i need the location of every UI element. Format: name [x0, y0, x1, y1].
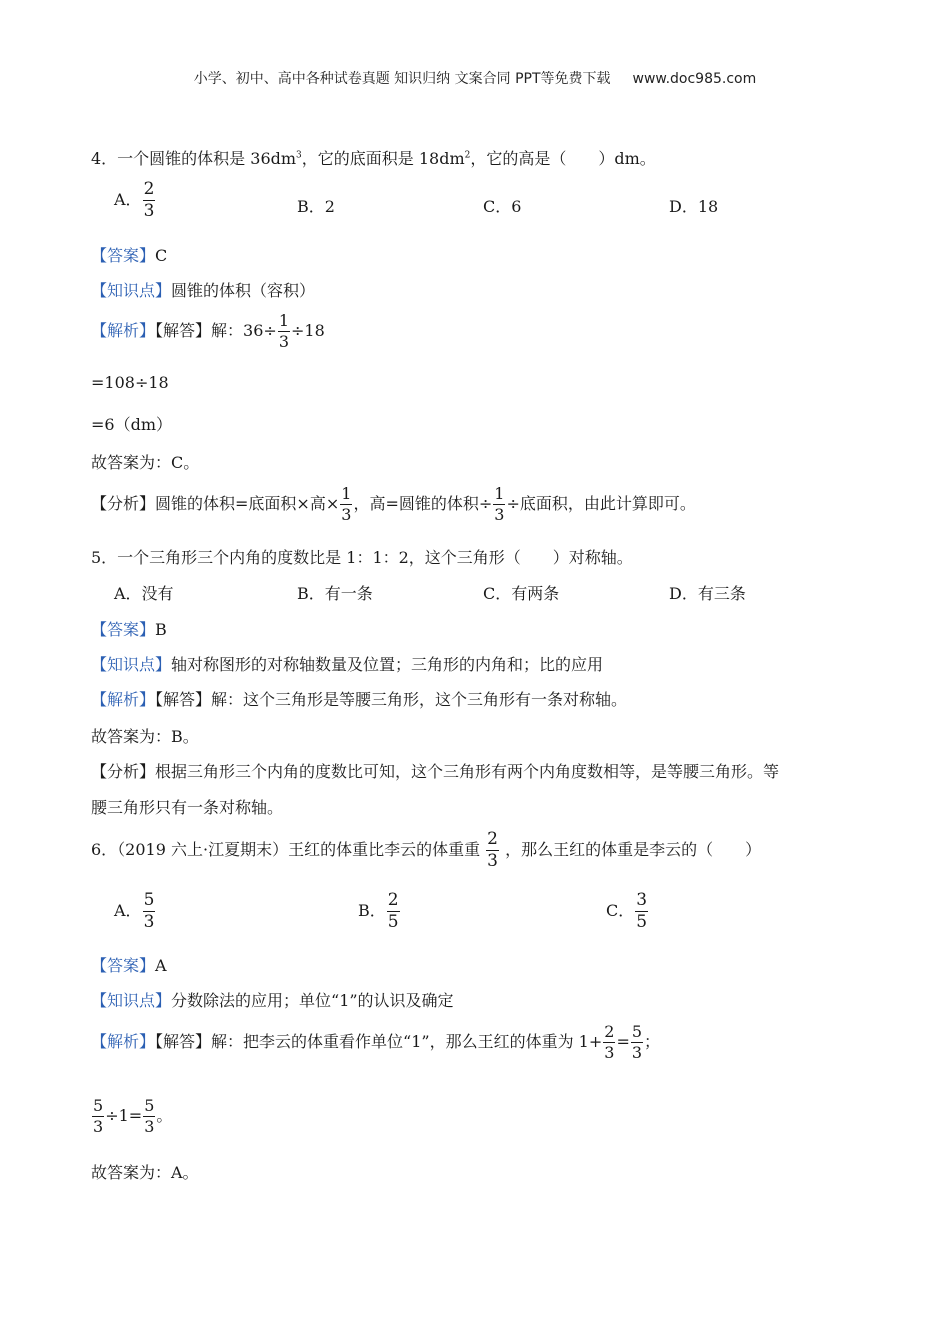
fraction: $\frac{1}{3}$ [341, 484, 352, 524]
q4-solution: 【解析】【解答】解：36÷ $\frac{1}{3}$ ÷18 [91, 311, 325, 351]
q6-conclusion: 故答案为：A。 [91, 1163, 199, 1182]
q6-option-a: A． $\frac{5}{3}$ [114, 890, 155, 932]
fraction: $\frac{5}{3}$ [144, 1096, 155, 1136]
q4-conclusion: 故答案为：C。 [91, 453, 200, 472]
q6-stem: 6．（2019 六上·江夏期末）王红的体重比李云的体重重 $\frac{2}{3}$ ，那么王红的体重是李云的（ ） [91, 829, 762, 871]
fraction: $\frac{2}{3}$ [487, 829, 498, 871]
q5-option-d: D．有三条 [669, 584, 746, 603]
fraction: $\frac{2}{3}$ [604, 1022, 615, 1062]
fraction: $\frac{2}{3}$ [143, 179, 155, 221]
q4-explanation: 【分析】圆锥的体积=底面积×高× $\frac{1}{3}$ ，高=圆锥的体积÷ $\frac{1}{3}$ ÷底面积，由此计算即可。 [91, 484, 696, 524]
fraction: $\frac{5}{3}$ [93, 1096, 104, 1136]
q4-step-2: =6（dm） [91, 415, 173, 434]
q5-option-c: C．有两条 [483, 584, 560, 603]
fraction: $\frac{1}{3}$ [278, 311, 289, 351]
q6-knowledge: 【知识点】分数除法的应用；单位“1”的认识及确定 [91, 991, 454, 1010]
q5-answer: 【答案】B [91, 620, 167, 639]
q5-solution: 【解析】【解答】解：这个三角形是等腰三角形，这个三角形有一条对称轴。 [91, 690, 628, 709]
q4-option-d: D．18 [669, 197, 719, 216]
fraction: $\frac{3}{5}$ [636, 890, 648, 932]
q4-option-a: A． $\frac{2}{3}$ [114, 179, 155, 221]
q5-option-b: B．有一条 [297, 584, 373, 603]
fraction: $\frac{5}{3}$ [143, 890, 155, 932]
q4-answer: 【答案】C [91, 246, 168, 265]
q6-option-c: C． $\frac{3}{5}$ [606, 890, 648, 932]
q5-knowledge: 【知识点】轴对称图形的对称轴数量及位置；三角形的内角和；比的应用 [91, 655, 604, 674]
q4-option-b: B．2 [297, 197, 335, 216]
q5-explanation-cont: 腰三角形只有一条对称轴。 [91, 798, 284, 817]
q6-option-b: B． $\frac{2}{5}$ [358, 890, 399, 932]
page-header [0, 68, 950, 88]
q5-stem: 5．一个三角形三个内角的度数比是 1：1：2，这个三角形（ ）对称轴。 [91, 548, 633, 567]
q6-solution: 【解析】【解答】解：把李云的体重看作单位“1”，那么王红的体重为 1+ $\frac{2}{3}$ = $\frac{5}{3}$ ； [91, 1022, 661, 1062]
fraction: $\frac{1}{3}$ [494, 484, 505, 524]
q6-calculation: $\frac{5}{3}$ ÷1= $\frac{5}{3}$ 。 [93, 1096, 173, 1136]
q5-conclusion: 故答案为：B。 [91, 727, 199, 746]
fraction: $\frac{5}{3}$ [631, 1022, 643, 1062]
q4-stem: 4．一个圆锥的体积是 $36dm^3$，它的底面积是 $18dm^2$，它的高是（ ）dm。 [91, 149, 656, 168]
q4-option-c: C．6 [483, 197, 522, 216]
header-text: 小学、初中、高中各种试卷真题 知识归纳 文案合同 PPT等免费下载 [193, 71, 611, 87]
q5-explanation: 【分析】根据三角形三个内角的度数比可知，这个三角形有两个内角度数相等，是等腰三角形。等 [91, 762, 780, 781]
q6-answer: 【答案】A [91, 956, 167, 975]
q5-option-a: A．没有 [114, 584, 174, 603]
q4-knowledge: 【知识点】圆锥的体积（容积） [91, 281, 316, 300]
header-site-link[interactable]: www.doc985.com [632, 71, 757, 87]
q4-step-1: =108÷18 [91, 373, 169, 392]
fraction: $\frac{2}{5}$ [387, 890, 399, 932]
